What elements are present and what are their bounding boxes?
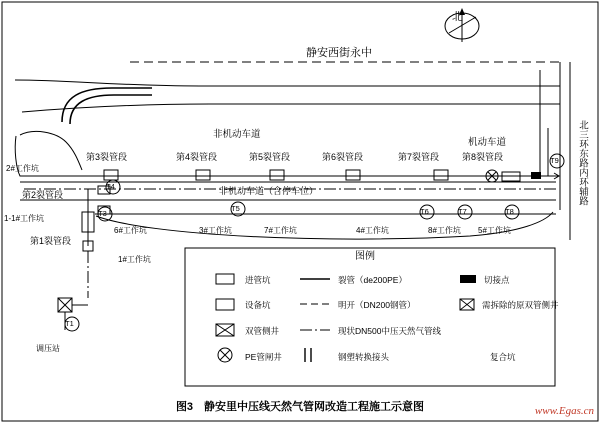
segment-label-2: 第2裂管段: [22, 190, 64, 200]
legend-box: [185, 248, 555, 386]
pit-label-7: 7#工作坑: [264, 226, 297, 235]
segment-label-5: 第5裂管段: [249, 152, 291, 162]
figure-caption: 图3 静安里中压线天然气管网改造工程施工示意图: [175, 401, 425, 413]
pit-label-2: 2#工作坑: [6, 164, 39, 173]
pit-label-8: 8#工作坑: [428, 226, 461, 235]
node-tag-T1: T1: [65, 319, 74, 328]
legend-item-cut-point: 切接点: [484, 275, 510, 285]
compass-label: 北: [452, 11, 463, 23]
segment-label-8: 第8裂管段: [462, 152, 504, 162]
station-label: 调压站: [36, 344, 60, 353]
pit-label-5: 5#工作坑: [478, 226, 511, 235]
legend-item-crack-pipe: 裂管（de200PE）: [338, 275, 407, 285]
legend-item-pipe-pit: 进管坑: [245, 275, 271, 285]
line-end-arrow: [548, 173, 559, 179]
legend-item-pe-valve-well: PE管闸井: [245, 352, 282, 362]
legend-item-existing-line: 现状DN500中压天然气管线: [338, 326, 441, 336]
lane-label-left: 非机动车道: [213, 129, 261, 140]
node-tag-T8: T8: [505, 207, 514, 216]
node-tag-T5: T5: [231, 204, 240, 213]
legend-item-composite-pit: 复合坑: [490, 352, 516, 362]
legend-item-steel-pe-joint: 钢塑转换接头: [338, 352, 390, 362]
street-boundaries: [15, 62, 560, 112]
pit-label-4: 4#工作坑: [356, 226, 389, 235]
node-tag-T3: T3: [98, 209, 107, 218]
legend-item-double-valve-well: 双管侧井: [245, 326, 280, 336]
watermark: www.Egas.cn: [534, 405, 594, 417]
segment-label-1: 第1裂管段: [30, 236, 72, 246]
pit-label-1: 1#工作坑: [118, 255, 151, 264]
node-tag-T7: T7: [458, 207, 467, 216]
legend-item-equip-pit: 设备坑: [245, 300, 271, 310]
cut-point-symbol: [531, 172, 541, 179]
legend-item-open-cut: 明开（DN200钢管）: [338, 300, 416, 310]
node-tag-T9: T9: [550, 156, 559, 165]
segment-label-3: 第3裂管段: [86, 152, 128, 162]
lane-label-center: 非机动车道（含停车位）: [219, 186, 319, 196]
road-label-right-vertical: 北三环东路内环辅路: [577, 120, 588, 206]
pit-label-6: 6#工作坑: [114, 226, 147, 235]
street-name-main: 静安西街永中: [306, 47, 372, 59]
legend-title: 图例: [355, 251, 375, 262]
pit-label-1-1: 1-1#工作坑: [4, 214, 45, 223]
legend-item-remove-valve-well: 需拆除的原双管侧井: [482, 300, 559, 310]
lane-label-right: 机动车道: [468, 137, 507, 148]
segment-label-6: 第6裂管段: [322, 152, 364, 162]
segment-label-4: 第4裂管段: [176, 152, 218, 162]
segment-label-7: 第7裂管段: [398, 152, 440, 162]
branch-to-station: [58, 189, 94, 330]
road-right-vertical: [540, 62, 570, 240]
node-tag-T6: T6: [420, 207, 429, 216]
pit-label-3: 3#工作坑: [199, 226, 232, 235]
node-tag-T4: T4: [106, 182, 115, 191]
